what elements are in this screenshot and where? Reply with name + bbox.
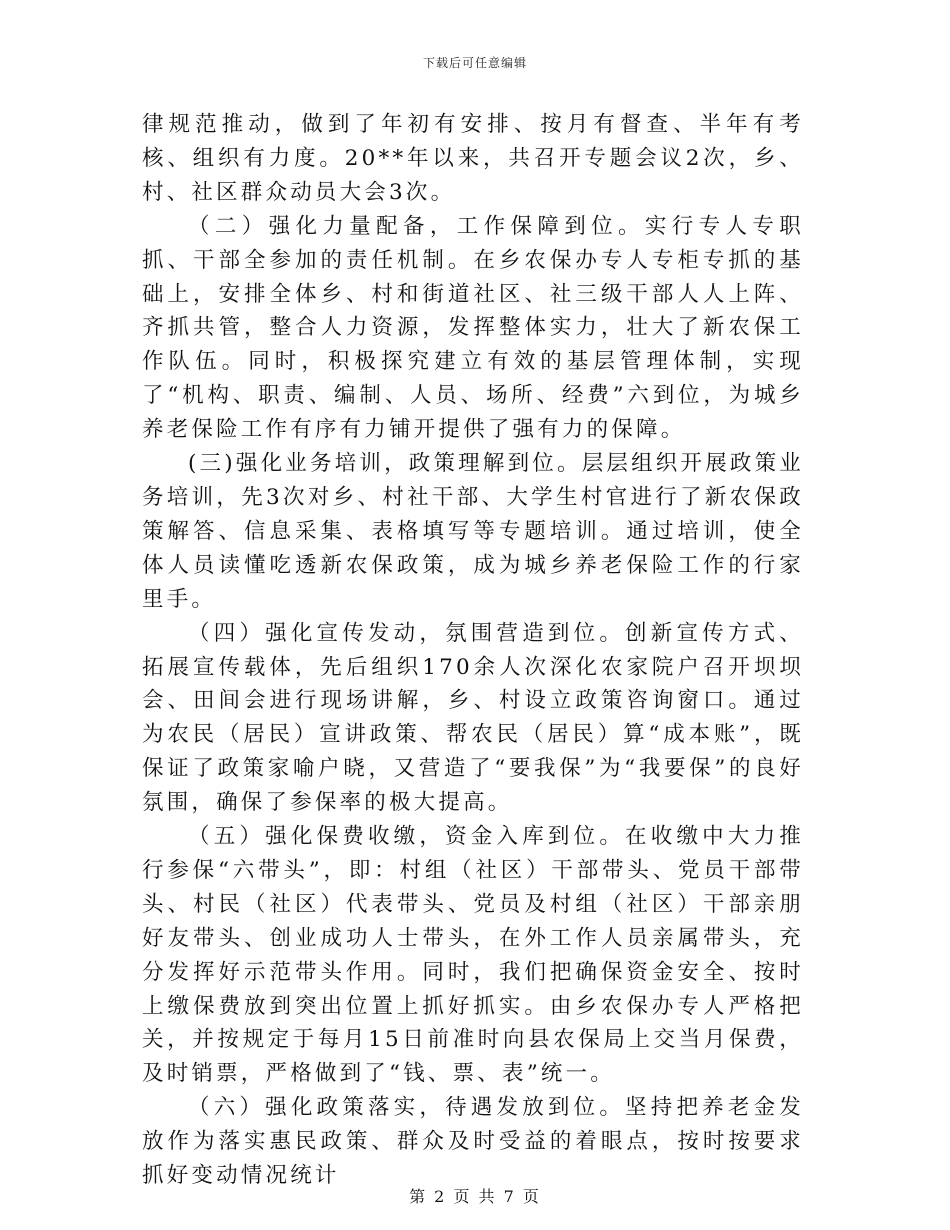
paragraph-section-5: （五）强化保费收缴，资金入库到位。在收缴中大力推行参保“六带头”，即：村组（社区）干部带头、党员干部带头、村民（社区）代表带头、党员及村组（社区）干部亲朋好友带头、创业成功人士带头，在外工作人员亲属带头，充分发挥好示范带头作用。同时，我们把确保资金安全、按时上缴保费放到突出位置上抓好抓实。由乡农保办专人严格把关，并按规定于每月15日前准时向县农保局上交当月保费，及时销票，严格做到了“钱、票、表”统一。 — [142, 824, 804, 1087]
document-body — [142, 108, 804, 1193]
paragraph-section-3: (三)强化业务培训，政策理解到位。层层组织开展政策业务培训，先3次对乡、村社干部、大学生村官进行了新农保政策解答、信息采集、表格填写等专题培训。通过培训，使全体人员读懂吃透新农保政策，成为城乡养老保险工作的行家里手。 — [142, 451, 804, 612]
page-footer: 第 2 页 共 7 页 — [409, 1187, 541, 1206]
paragraph-section-6: （六）强化政策落实，待遇发放到位。坚持把养老金发放作为落实惠民政策、群众及时受益的着眼点，按时按要求抓好变动情况统计 — [142, 1095, 804, 1189]
paragraph-continuation: 律规范推动，做到了年初有安排、按月有督查、半年有考核、组织有力度。20**年以来，共召开专题会议2次，乡、村、社区群众动员大会3次。 — [142, 112, 804, 205]
paragraph-section-4: （四）强化宣传发动，氛围营造到位。创新宣传方式、拓展宣传载体，先后组织170余人次深化农家院户召开坝坝会、田间会进行现场讲解，乡、村设立政策咨询窗口。通过为农民（居民）宣讲政策、帮农民（居民）算“成本账”，既保证了政策家喻户晓，又营造了“要我保”为“我要保”的良好氛围，确保了参保率的极大提高。 — [142, 620, 804, 816]
paragraph-section-2: （二）强化力量配备，工作保障到位。实行专人专职抓、干部全参加的责任机制。在乡农保办专人专柜专抓的基础上，安排全体乡、村和街道社区、社三级干部人人上阵、齐抓共管，整合人力资源，发挥整体实力，壮大了新农保工作队伍。同时，积极探究建立有效的基层管理体制，实现了“机构、职责、编制、人员、场所、经费”六到位，为城乡养老保险工作有序有力铺开提供了强有力的保障。 — [142, 213, 804, 443]
page-header: 下载后可任意编辑 — [422, 56, 527, 70]
